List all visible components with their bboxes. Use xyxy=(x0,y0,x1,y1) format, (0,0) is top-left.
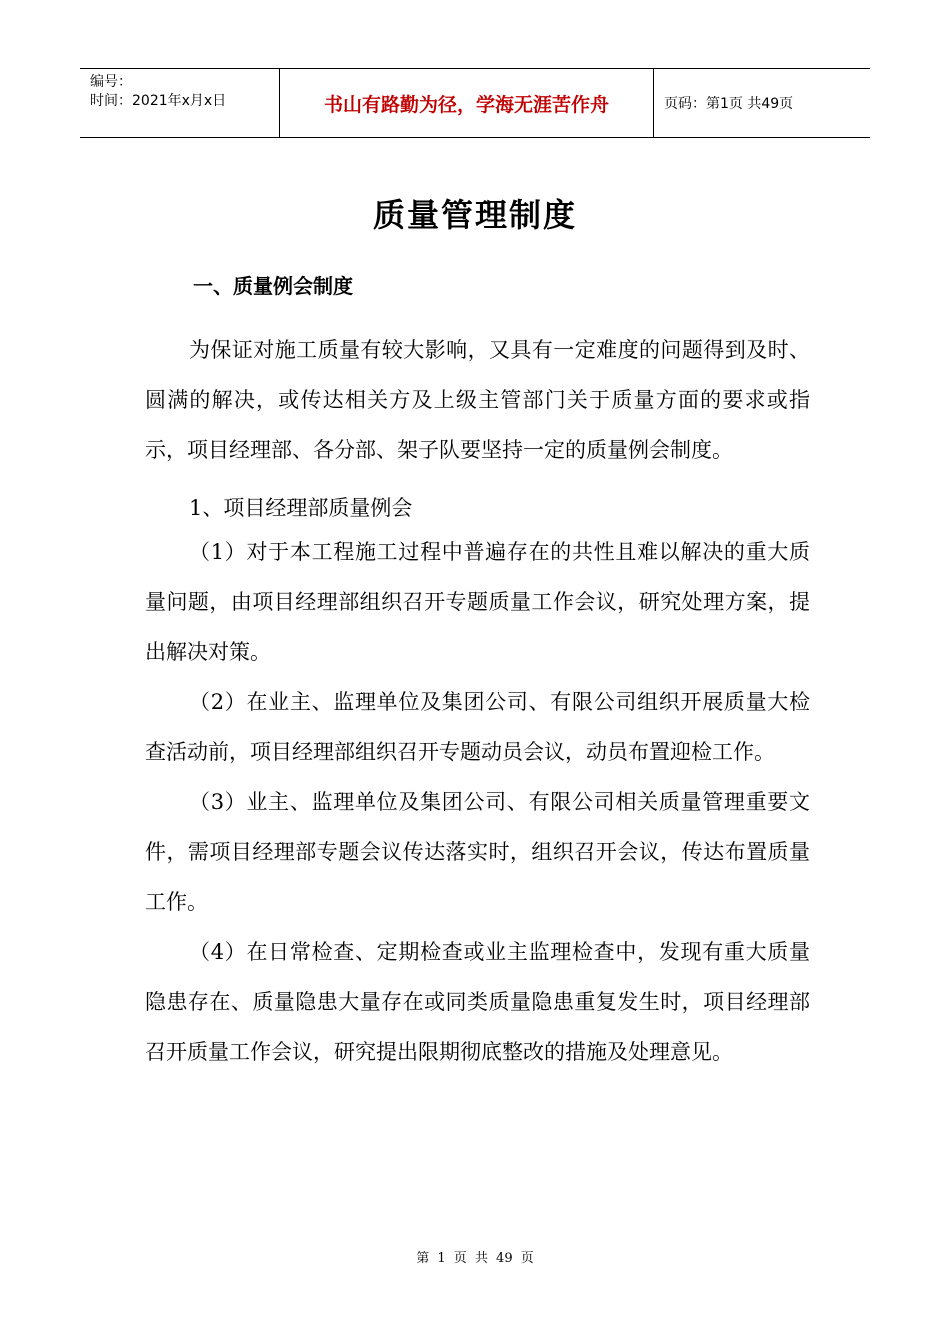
page-footer: 第 1 页 共 49 页 xyxy=(416,1251,534,1266)
document-title: 质量管理制度 xyxy=(372,196,577,234)
header-page-info: 页码：第1页 共49页 xyxy=(664,96,794,112)
section-heading: 一、质量例会制度 xyxy=(193,274,353,298)
document-body xyxy=(145,270,810,1077)
number-label: 编号： xyxy=(90,74,132,90)
subheading: 1、项目经理部质量例会 xyxy=(189,496,413,520)
intro-paragraph: 为保证对施工质量有较大影响，又具有一定难度的问题得到及时、圆满的解决，或传达相关方及上级主管部门关于质量方面的要求或指示，项目经理部、各分部、架子队要坚持一定的质量例会制度。 xyxy=(145,338,810,462)
item-paragraph: （4）在日常检查、定期检查或业主监理检查中，发现有重大质量隐患存在、质量隐患大量存在或同类质量隐患重复发生时，项目经理部召开质量工作会议，研究提出限期彻底整改的措施及处理意见。 xyxy=(145,940,810,1064)
header-motto: 书山有路勤为径，学海无涯苦作舟 xyxy=(280,69,654,137)
item-paragraph: （1）对于本工程施工过程中普遍存在的共性且难以解决的重大质量问题，由项目经理部组织召开专题质量工作会议，研究处理方案，提出解决对策。 xyxy=(145,540,810,664)
header-meta xyxy=(80,69,280,137)
item-paragraph: （3）业主、监理单位及集团公司、有限公司相关质量管理重要文件，需项目经理部专题会议传达落实时，组织召开会议，传达布置质量工作。 xyxy=(145,790,810,914)
item-paragraph: （2）在业主、监理单位及集团公司、有限公司组织开展质量大检查活动前，项目经理部组织召开专题动员会议，动员布置迎检工作。 xyxy=(145,690,810,764)
page-header xyxy=(80,68,870,138)
date-label: 时间：2021年x月x日 xyxy=(90,93,227,109)
